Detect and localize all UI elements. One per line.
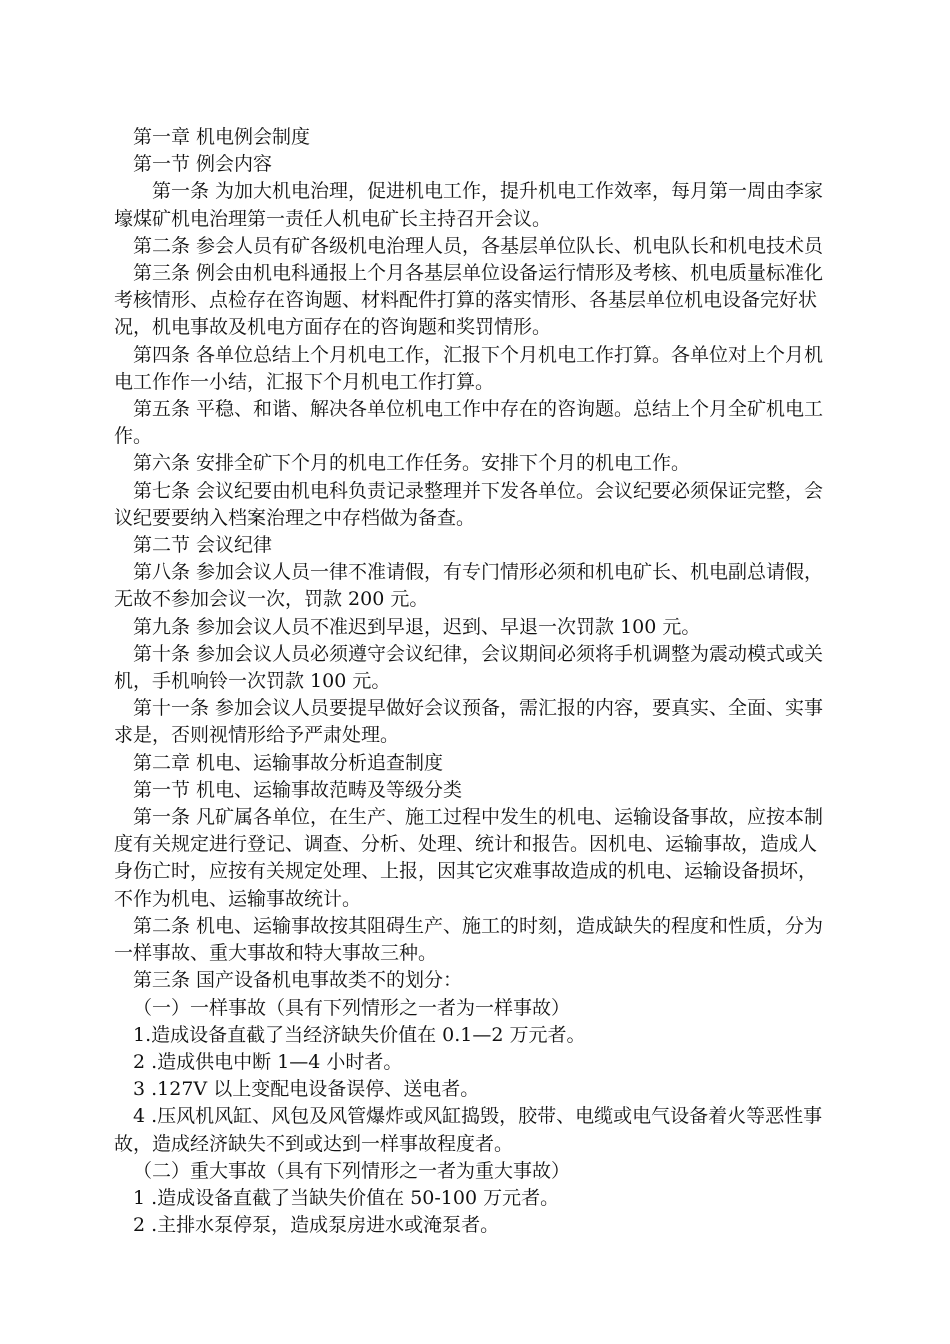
category-heading: （二）重大事故（具有下列情形之一者为重大事故） [133,1159,571,1182]
document-body [114,124,834,1239]
list-item: 1 .造成设备直截了当缺失价值在 50-100 万元者。 [133,1186,560,1209]
section-heading: 第一节 例会内容 [133,153,273,176]
article-paragraph: 第六条 安排全矿下个月的机电工作任务。安排下个月的机电工作。 [133,452,691,475]
list-item: 3 .127V 以上变配电设备误停、送电者。 [133,1078,480,1101]
article-paragraph: 第九条 参加会议人员不准迟到早退，迟到、早退一次罚款 100 元。 [133,615,701,638]
article-paragraph: 第三条 国产设备机电事故类不的划分： [133,969,463,992]
article-paragraph: 第二条 机电、运输事故按其阻碍生产、施工的时刻，造成缺失的程度和性质，分为一样事故、重大事故和特大事故三种。 [114,914,824,965]
article-paragraph: 第二条 参会人员有矿各级机电治理人员，各基层单位队长、机电队长和机电技术员 [133,234,824,257]
article-paragraph: 第一条 为加大机电治理，促进机电工作，提升机电工作效率，每月第一周由李家壕煤矿机电治理第一责任人机电矿长主持召开会议。 [114,180,824,230]
article-paragraph: 第三条 例会由机电科通报上个月各基层单位设备运行情形及考核、机电质量标准化考核情形、点检存在咨询题、材料配件打算的落实情形、各基层单位机电设备完好状况，机电事故及机电方面存在的咨询题和奖罚情形。 [114,262,824,339]
list-item: 1.造成设备直截了当经济缺失价值在 0.1—2 万元者。 [133,1023,586,1046]
article-paragraph: 第八条 参加会议人员一律不准请假，有专门情形必须和机电矿长、机电副总请假，无故不参加会议一次，罚款 200 元。 [114,561,824,611]
chapter-heading: 第一章 机电例会制度 [133,126,311,148]
article-paragraph: 第十条 参加会议人员必须遵守会议纪律，会议期间必须将手机调整为震动模式或关机，手机响铃一次罚款 100 元。 [114,642,824,693]
list-item: 2 .造成供电中断 1—4 小时者。 [133,1050,403,1073]
article-paragraph: 第五条 平稳、和谐、解决各单位机电工作中存在的咨询题。总结上个月全矿机电工作。 [114,398,824,448]
section-heading: 第二节 会议纪律 [133,534,273,557]
article-paragraph: 第四条 各单位总结上个月机电工作，汇报下个月机电工作打算。各单位对上个月机电工作作一小结，汇报下个月机电工作打算。 [114,343,824,393]
list-item: 4 .压风机风缸、风包及风管爆炸或风缸捣毁，胶带、电缆或电气设备着火等恶性事故，造成经济缺失不到或达到一样事故程度者。 [114,1105,823,1155]
article-paragraph: 第一条 凡矿属各单位，在生产、施工过程中发生的机电、运输设备事故，应按本制度有关规定进行登记、调查、分析、处理、统计和报告。因机电、运输事故，造成人身伤亡时，应按有关规定处理、上报，因其它灾难事故造成的机电、运输设备损坏，不作为机电、运输事故统计。 [114,806,824,910]
article-paragraph: 第七条 会议纪要由机电科负责记录整理并下发各单位。会议纪要必须保证完整，会议纪要要纳入档案治理之中存档做为备查。 [114,479,824,529]
list-item: 2 .主排水泵停泵，造成泵房进水或淹泵者。 [133,1214,500,1237]
category-heading: （一）一样事故（具有下列情形之一者为一样事故） [133,996,571,1019]
chapter-heading: 第二章 机电、运输事故分析追查制度 [133,751,444,774]
section-heading: 第一节 机电、运输事故范畴及等级分类 [133,778,463,801]
article-paragraph: 第十一条 参加会议人员要提早做好会议预备，需汇报的内容，要真实、全面、实事求是，否则视情形给予严肃处理。 [114,697,824,747]
